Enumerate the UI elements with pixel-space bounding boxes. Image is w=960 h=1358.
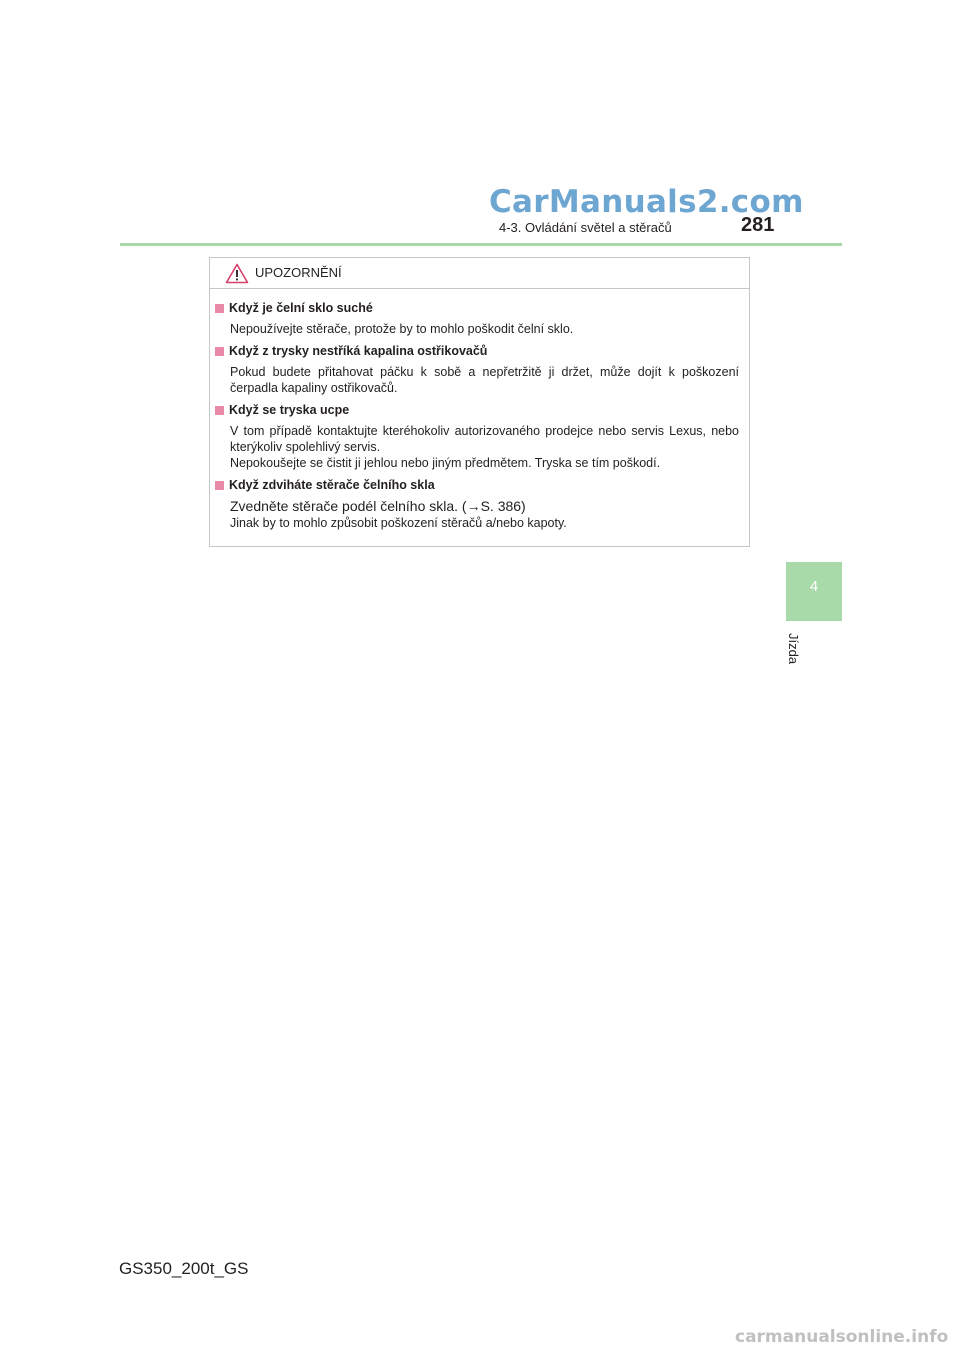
caution-item-heading-text: Když zdviháte stěrače čelního skla [229,478,435,492]
carmanuals-watermark-top: CarManuals2.com [489,184,804,220]
caution-item [215,300,739,337]
square-bullet-icon [215,481,224,490]
caution-item [215,402,739,471]
caution-item [215,343,739,396]
page-number: 281 [741,214,775,236]
square-bullet-icon [215,406,224,415]
square-bullet-icon [215,304,224,313]
caution-item-text [230,364,739,396]
caution-item-text [230,498,739,531]
caution-item-heading [215,402,739,419]
caution-body [215,300,739,537]
caution-item-text [230,321,739,337]
caution-paragraph-prefix: Zvedněte stěrače podél čelního skla. ( [230,498,467,514]
footer-model-code: GS350_200t_GS [119,1259,249,1278]
caution-paragraph: Nepokoušejte se čistit ji jehlou nebo jiným předmětem. Tryska se tím poškodí. [230,456,661,470]
chapter-label-text: Jízda [786,633,801,665]
chapter-tab [786,562,842,621]
caution-item-heading-text: Když z trysky nestříká kapalina ostřikovačů [229,344,488,358]
chapter-label [783,633,803,673]
caution-item-heading-text: Když je čelní sklo suché [229,301,373,315]
section-title: 4-3. Ovládání světel a stěračů [499,220,672,235]
caution-item-heading [215,477,739,494]
caution-item-heading [215,343,739,360]
caution-paragraph: Jinak by to mohlo způsobit poškození stěračů a/nebo kapoty. [230,516,567,530]
caution-item-heading-text: Když se tryska ucpe [229,403,350,417]
caution-paragraph: V tom případě kontaktujte kteréhokoliv autorizovaného prodejce nebo servis Lexus, nebo kterýkoliv spolehlivý servis. [230,424,739,454]
header-divider [120,243,842,246]
caution-paragraph: Pokud budete přitahovat páčku k sobě a nepřetržitě ji držet, může dojít k poškození čerpadla kapaliny ostřikovačů. [230,365,739,395]
caution-item [215,477,739,531]
chapter-number: 4 [809,578,819,595]
caution-title: UPOZORNĚNÍ [255,265,342,280]
caution-box [209,257,750,547]
caution-item-text [230,423,739,471]
caution-paragraph: Nepoužívejte stěrače, protože by to mohlo poškodit čelní sklo. [230,322,574,336]
carmanualsonline-watermark: carmanualsonline.info [735,1327,949,1347]
caution-item-heading [215,300,739,317]
caution-paragraph [230,498,739,515]
caution-header [210,258,749,289]
warning-triangle-icon [225,263,249,284]
square-bullet-icon [215,347,224,356]
page-reference-link[interactable]: →S. 386) [466,498,526,514]
